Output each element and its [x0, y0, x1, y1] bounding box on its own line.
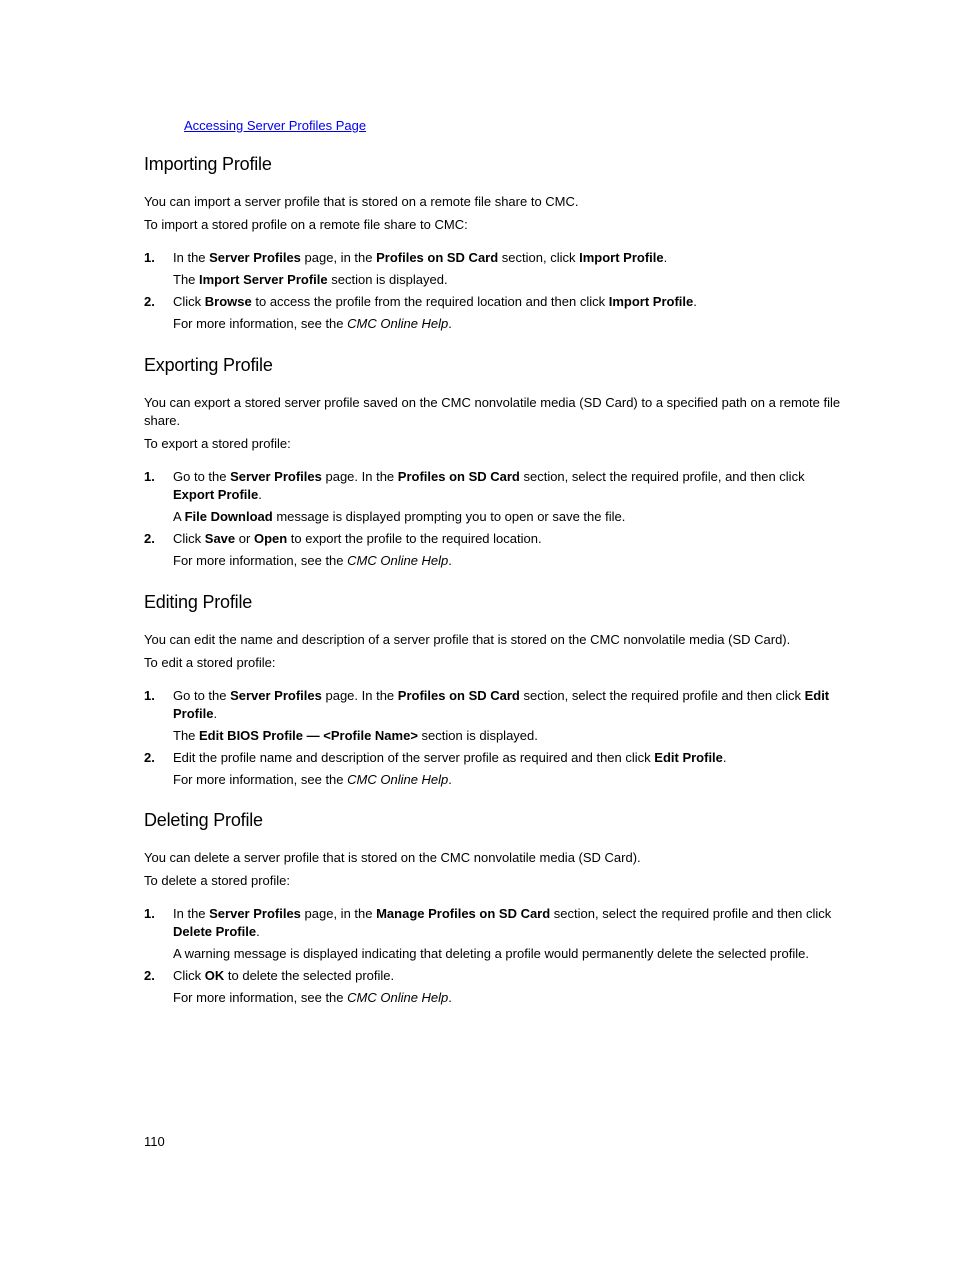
- export-step-1-result: A File Download message is displayed prompting you to open or save the file.: [173, 509, 626, 524]
- step-number: 1.: [144, 906, 155, 921]
- import-lead: To import a stored profile on a remote file share to CMC:: [144, 217, 468, 232]
- step-number: 2.: [144, 968, 155, 983]
- edit-intro: You can edit the name and description of a server profile that is stored on the CMC nonvolatile media (SD Card).: [144, 632, 791, 647]
- export-step-2-note: For more information, see the CMC Online Help.: [173, 553, 452, 568]
- export-step-2: 2. Click Save or Open to export the profile to the required location. For more information, see the CMC Online Help.: [144, 530, 844, 570]
- page-number: 110: [144, 1134, 165, 1149]
- export-intro: You can export a stored server profile saved on the CMC nonvolatile media (SD Card) to a specified path on a remote file share.: [144, 395, 841, 428]
- heading-exporting-profile: Exporting Profile: [144, 355, 273, 375]
- section-editing-profile: [144, 591, 844, 793]
- section-deleting-profile: [144, 809, 844, 1011]
- delete-lead: To delete a stored profile:: [144, 873, 290, 888]
- delete-steps: [144, 905, 844, 1007]
- section-exporting-profile: [144, 354, 844, 574]
- step-number: 1.: [144, 688, 155, 703]
- step-number: 2.: [144, 294, 155, 309]
- import-step-2: 2. Click Browse to access the profile from the required location and then click Import Profile. For more information, see the CMC Online Help.: [144, 293, 844, 333]
- edit-step-2-note: For more information, see the CMC Online Help.: [173, 772, 452, 787]
- heading-editing-profile: Editing Profile: [144, 592, 253, 612]
- import-step-2-note: For more information, see the CMC Online Help.: [173, 316, 452, 331]
- delete-step-2: 2. Click OK to delete the selected profile. For more information, see the CMC Online Help.: [144, 967, 844, 1007]
- export-step-1: 1. Go to the Server Profiles page. In the Profiles on SD Card section, select the required profile, and then click Export Profile. A File Download message is displayed prompting you to open or save the file.: [144, 468, 844, 526]
- edit-step-1-result: The Edit BIOS Profile — <Profile Name> section is displayed.: [173, 728, 538, 743]
- heading-importing-profile: Importing Profile: [144, 154, 272, 174]
- edit-step-1: 1. Go to the Server Profiles page. In the Profiles on SD Card section, select the required profile and then click Edit Profile. The Edit BIOS Profile — <Profile Name> section is displayed.: [144, 687, 844, 745]
- delete-step-1: 1. In the Server Profiles page, in the Manage Profiles on SD Card section, select the required profile and then click Delete Profile. A warning message is displayed indicating that deleting a profile would permanently delete the selected profile.: [144, 905, 844, 963]
- step-number: 1.: [144, 250, 155, 265]
- import-step-1-result: The Import Server Profile section is displayed.: [173, 272, 448, 287]
- import-intro: You can import a server profile that is stored on a remote file share to CMC.: [144, 194, 579, 209]
- section-importing-profile: [144, 153, 844, 337]
- import-step-1: 1. In the Server Profiles page, in the Profiles on SD Card section, click Import Profile. The Import Server Profile section is displayed.: [144, 249, 844, 289]
- accessing-server-profiles-link[interactable]: Accessing Server Profiles Page: [184, 118, 367, 133]
- heading-deleting-profile: Deleting Profile: [144, 810, 263, 830]
- edit-lead: To edit a stored profile:: [144, 655, 276, 670]
- step-number: 2.: [144, 531, 155, 546]
- import-steps: [144, 249, 844, 333]
- export-steps: [144, 468, 844, 570]
- delete-step-2-note: For more information, see the CMC Online Help.: [173, 990, 452, 1005]
- delete-step-1-result: A warning message is displayed indicating that deleting a profile would permanently delete the selected profile.: [173, 946, 809, 961]
- edit-steps: [144, 687, 844, 789]
- export-lead: To export a stored profile:: [144, 436, 291, 451]
- step-number: 1.: [144, 469, 155, 484]
- step-number: 2.: [144, 750, 155, 765]
- delete-intro: You can delete a server profile that is stored on the CMC nonvolatile media (SD Card).: [144, 850, 641, 865]
- edit-step-2: 2. Edit the profile name and description of the server profile as required and then click Edit Profile. For more information, see the CMC Online Help.: [144, 749, 844, 789]
